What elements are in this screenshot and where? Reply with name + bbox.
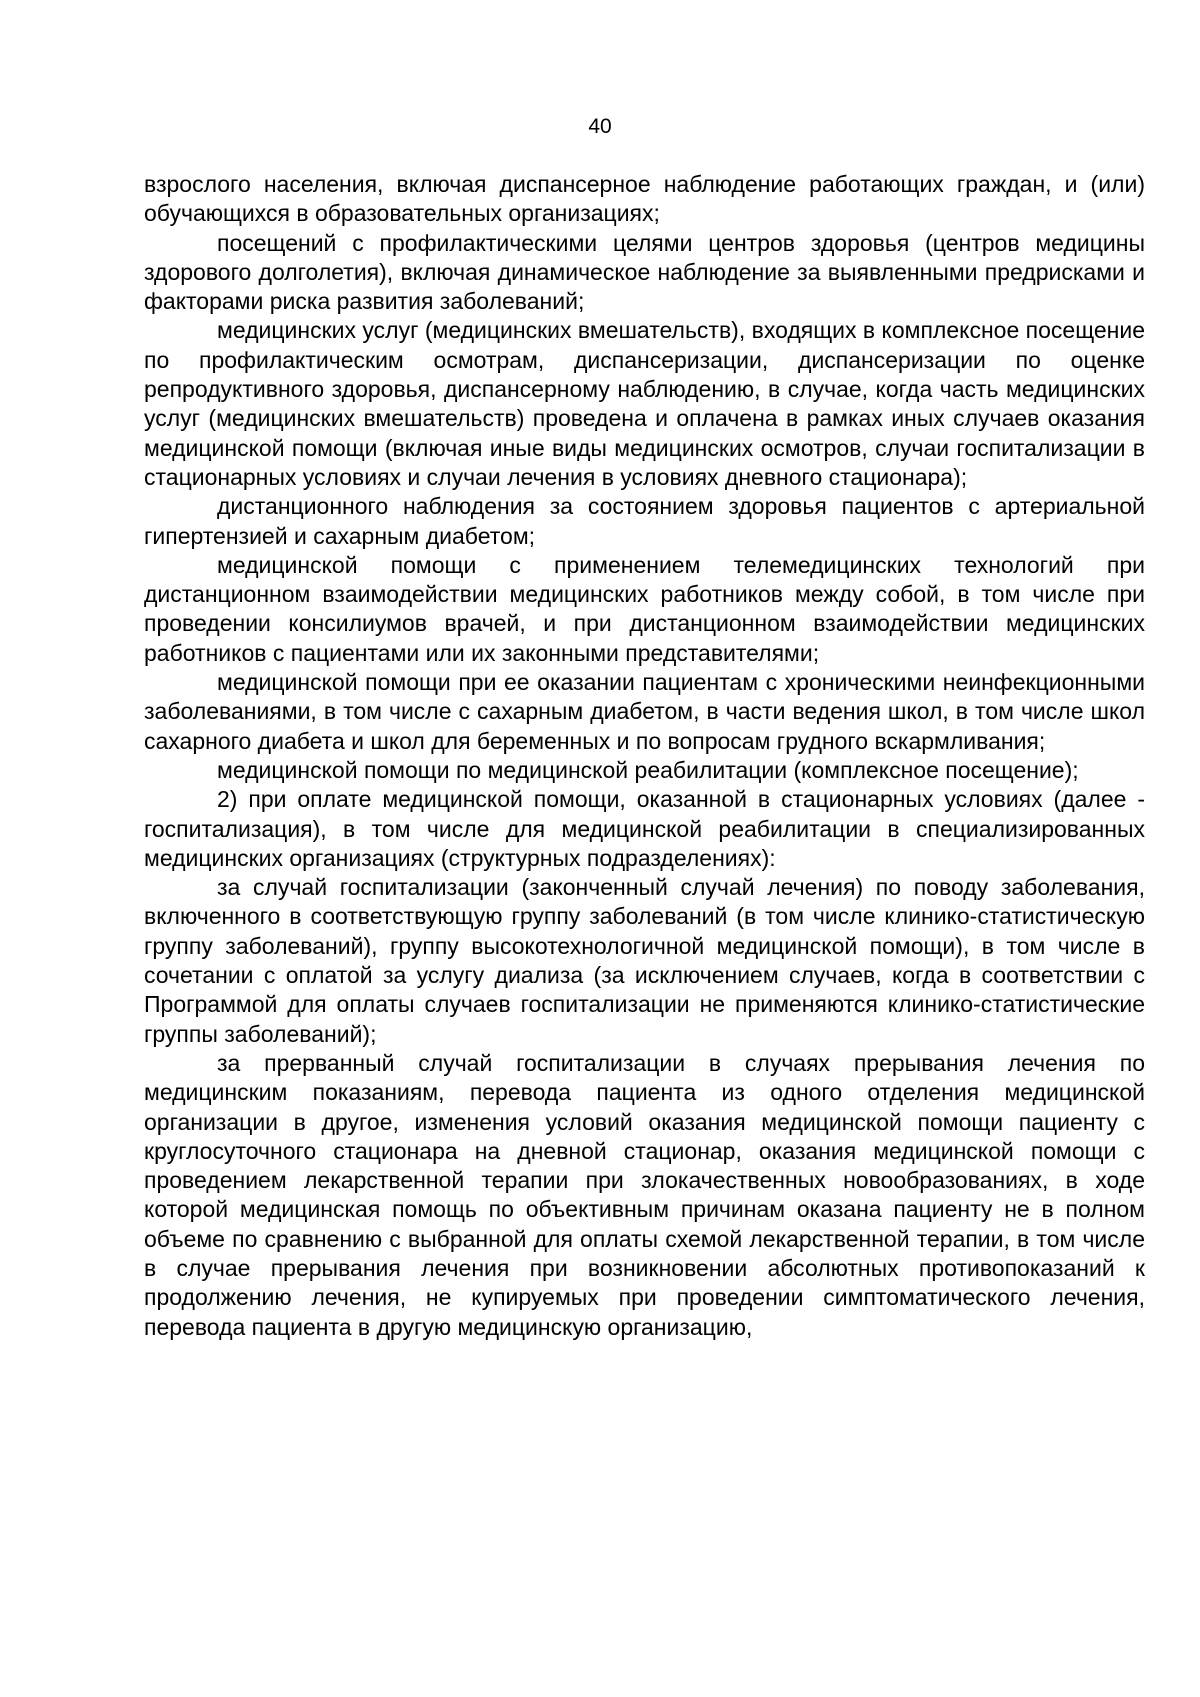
paragraph-remote-monitoring: дистанционного наблюдения за состоянием здоровья пациентов с артериальной гипертензией и сахарным диабетом;: [144, 493, 1145, 549]
paragraph-interrupted-case: за прерванный случай госпитализации в случаях прерывания лечения по медицинским показаниям, перевода пациента из одного отделения медицинской организации в другое, изменения условий оказания медицинской помощи пациенту с круглосуточного стационара на дневной стационар, оказания медицинской помощи с проведением лекарственной терапии при злокачественных новообразованиях, в ходе которой медицинская помощь по объективным причинам оказана пациенту не в полном объеме по сравнению с выбранной для оплаты схемой лекарственной терапии, в том числе в случае прерывания лечения при возникновении абсолютных противопоказаний к продолжению лечения, не купируемых при проведении симптоматического лечения, перевода пациента в другую медицинскую организацию,: [144, 1049, 1145, 1340]
paragraph-telemedicine: медицинской помощи с применением телемедицинских технологий при дистанционном взаимодействии медицинских работников между собой, в том числе при проведении консилиумов врачей, и при дистанционном взаимодействии медицинских работников с пациентами или их законными представителями;: [144, 551, 1145, 666]
paragraph-chronic-diseases: медицинской помощи при ее оказании пациентам с хроническими неинфекционными заболеваниями, в том числе с сахарным диабетом, в части ведения школ, в том числе школ сахарного диабета и школ для беременных и по вопросам грудного вскармливания;: [144, 669, 1145, 754]
paragraph-rehabilitation: медицинской помощи по медицинской реабилитации (комплексное посещение);: [217, 756, 1079, 783]
paragraph-completed-case: за случай госпитализации (законченный случай лечения) по поводу заболевания, включенного в соответствующую группу заболеваний (в том числе клинико-статистическую группу заболеваний), группу высокотехнологичной медицинской помощи), в том числе в сочетании с оплатой за услугу диализа (за исключением случаев, когда в соответствии с Программой для оплаты случаев госпитализации не применяются клинико-статистические группы заболеваний);: [144, 874, 1145, 1047]
paragraph-health-centers: посещений с профилактическими целями центров здоровья (центров медицины здорового долголетия), включая динамическое наблюдение за выявленными предрисками и факторами риска развития заболеваний;: [144, 229, 1145, 315]
page-number: 40: [588, 115, 612, 138]
document-body: [144, 170, 1145, 1342]
paragraph-inpatient-payment: 2) при оплате медицинской помощи, оказанной в стационарных условиях (далее - госпитализация), в том числе для медицинской реабилитации в специализированных медицинских организациях (структурных подразделениях):: [144, 786, 1145, 871]
paragraph-medical-services: медицинских услуг (медицинских вмешательств), входящих в комплексное посещение по профилактическим осмотрам, диспансеризации, диспансеризации по оценке репродуктивного здоровья, диспансерному наблюдению, в случае, когда часть медицинских услуг (медицинских вмешательств) проведена и оплачена в рамках иных случаев оказания медицинской помощи (включая иные виды медицинских осмотров, случаи госпитализации в стационарных условиях и случаи лечения в условиях дневного стационара);: [144, 317, 1145, 490]
paragraph-adult-population: взрослого населения, включая диспансерное наблюдение работающих граждан, и (или) обучающихся в образовательных организациях;: [144, 171, 1145, 227]
